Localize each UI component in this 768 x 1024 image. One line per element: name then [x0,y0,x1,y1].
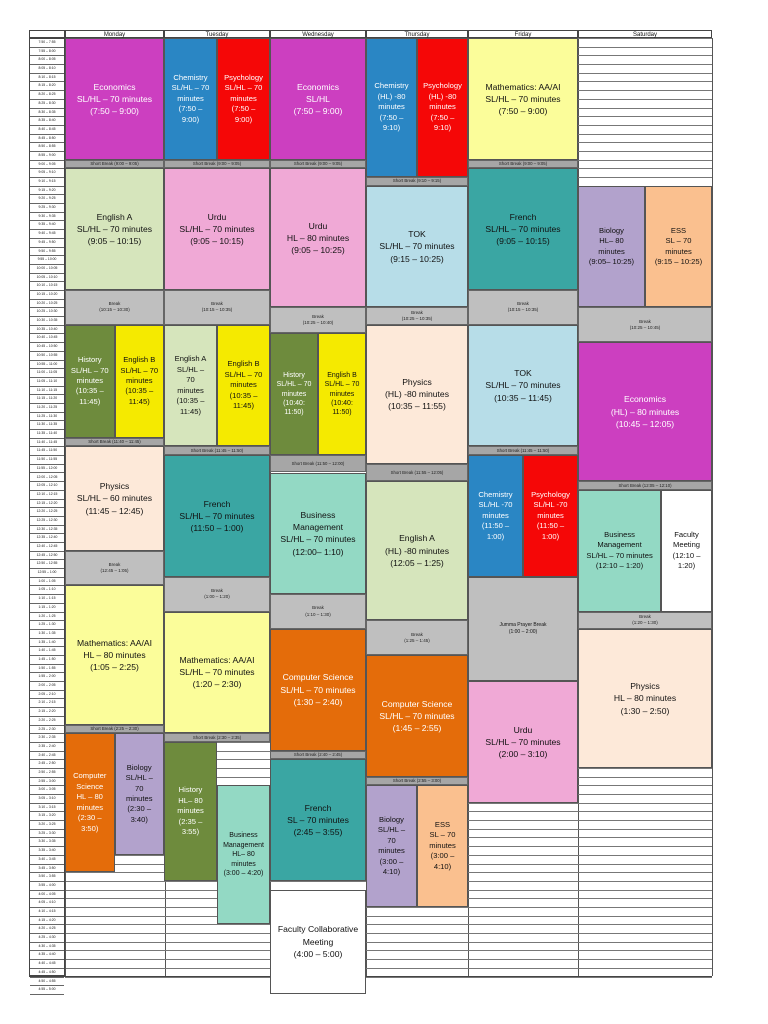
time-slot: 12:10 – 12:15 [30,491,64,500]
time-slot: 12:15 – 12:20 [30,500,64,509]
class-block [468,681,578,803]
break-block [366,620,468,655]
time-slot: 8:05 – 8:10 [30,65,64,74]
class-block [115,325,165,438]
time-slot: 2:55 – 3:00 [30,778,64,787]
event-label: Computer Science HL – 80 minutes (2:30 – 3:50) [73,771,107,833]
event-label: Break (1:00 – 1:20) [204,588,230,600]
class-block [366,325,468,464]
event-label: Break (10:25 – 10:45) [629,318,661,330]
day-header-wednesday: Wednesday [270,30,366,38]
event-label: History SL/HL – 70 minutes (10:40: 11:50) [276,371,312,417]
time-slot: 3:40 – 3:45 [30,856,64,865]
time-slot: 10:00 – 10:05 [30,265,64,274]
time-slot: 3:10 – 3:15 [30,804,64,813]
time-slot: 1:10 – 1:15 [30,595,64,604]
time-slot: 11:30 – 11:35 [30,421,64,430]
short-break-block [164,160,270,169]
time-slot: 2:25 – 2:30 [30,726,64,735]
class-block [217,325,270,447]
event-label: Break (1:25 – 1:45) [404,631,430,643]
event-label: French SL – 70 minutes (2:45 – 3:55) [287,802,349,838]
break-block [65,290,164,325]
corner-cell [29,30,65,38]
time-slot: 1:45 – 1:50 [30,656,64,665]
event-label: Computer Science SL/HL – 70 minutes (1:45 – 2:55) [379,698,455,733]
break-block [65,551,164,586]
time-slot: 4:30 – 4:35 [30,943,64,952]
time-slot: 1:15 – 1:20 [30,604,64,613]
class-block [523,455,578,577]
class-block [270,473,366,595]
time-slot: 9:55 – 10:00 [30,256,64,265]
class-block [366,186,468,308]
event-label: Short Break (9:00 – 9:05) [90,161,139,167]
event-label: Break (10:15 – 10:35) [201,301,233,313]
time-slot: 12:30 – 12:35 [30,526,64,535]
class-block [578,629,712,768]
event-label: Chemistry SL/HL -70 minutes (11:50 – 1:00) [478,489,513,541]
class-block [164,168,270,290]
time-slot: 8:10 – 8:15 [30,74,64,83]
short-break-block [270,160,366,169]
time-slot: 10:45 – 10:50 [30,343,64,352]
event-label: Biology SL/HL – 70 minutes (3:00 – 4:10) [377,814,406,877]
event-label: Short Break (9:10 – 9:15) [392,178,442,184]
break-block [468,290,578,325]
time-slot: 2:30 – 2:35 [30,734,64,743]
short-break-block [65,438,164,447]
class-block [468,325,578,447]
break-block [578,307,712,342]
time-slot: 11:40 – 11:45 [30,439,64,448]
time-slot: 7:55 – 8:00 [30,48,64,57]
short-break-block [366,177,468,186]
event-label: Physics SL/HL – 60 minutes (11:45 – 12:45) [76,481,153,516]
time-slot: 10:15 – 10:20 [30,291,64,300]
time-slot: 11:15 – 11:20 [30,395,64,404]
class-block [661,490,712,612]
time-slot: 4:15 – 4:20 [30,917,64,926]
class-block [468,577,578,681]
short-break-block [270,455,366,472]
time-slot: 4:45 – 4:50 [30,969,64,978]
time-slot: 1:25 – 1:30 [30,621,64,630]
event-label: Business Management SL/HL – 70 minutes (12:10 – 1:20) [586,529,653,571]
class-block [164,612,270,734]
event-label: History SL/HL – 70 minutes (10:35 – 11:45) [70,355,109,406]
event-label: Urdu SL/HL – 70 minutes (2:00 – 3:10) [485,724,561,759]
time-slot: 9:35 – 9:40 [30,221,64,230]
event-label: Break (10:25 – 10:40) [302,314,334,326]
event-label: Break (10:25 – 10:35) [401,310,433,322]
time-slot: 12:45 – 12:50 [30,552,64,561]
time-slot: 9:20 – 9:25 [30,195,64,204]
class-block [270,38,366,160]
short-break-block [65,725,164,734]
time-slot: 11:25 – 11:30 [30,413,64,422]
event-label: Mathematics: AA/AI SL/HL – 70 minutes (1:20 – 2:30) [179,655,255,690]
time-slot: 1:40 – 1:45 [30,647,64,656]
day-header-friday: Friday [468,30,578,38]
event-label: English A SL/HL – 70 minutes (10:35 – 11:45) [174,354,207,416]
time-slot: 12:00 – 12:05 [30,474,64,483]
class-block [645,186,712,308]
class-block [217,38,270,160]
time-slot: 12:20 – 12:25 [30,508,64,517]
time-slot: 1:30 – 1:35 [30,630,64,639]
class-block [65,38,164,160]
break-block [366,307,468,324]
time-slot: 3:25 – 3:30 [30,830,64,839]
time-slot: 3:15 – 3:20 [30,812,64,821]
short-break-block [366,777,468,786]
class-block [468,38,578,160]
time-slot: 8:45 – 8:50 [30,135,64,144]
class-block [65,325,115,438]
event-label: Break (10:15 – 10:35) [507,301,539,313]
class-block [115,733,165,855]
short-break-block [578,481,712,490]
event-label: Biology SL/HL – 70 minutes (2:30 – 3:40) [125,762,153,824]
event-label: Physics HL – 80 minutes (1:30 – 2:50) [613,681,677,716]
time-slot: 9:05 – 9:10 [30,169,64,178]
class-block [318,333,366,455]
event-label: Short Break (12:05 – 12:10) [618,482,672,488]
time-slot: 11:10 – 11:15 [30,387,64,396]
short-break-block [65,160,164,169]
time-slot: 1:50 – 1:55 [30,665,64,674]
time-slot: 4:40 – 4:45 [30,960,64,969]
event-label: Short Break (2:25 – 2:30) [90,725,139,731]
time-slot: 9:50 – 9:55 [30,248,64,257]
event-label: Economics SL/HL (7:50 – 9:00) [293,81,343,116]
short-break-block [468,160,578,169]
time-slot: 8:25 – 8:30 [30,100,64,109]
time-slot: 2:50 – 2:55 [30,769,64,778]
event-label: Faculty Meeting (12:10 – 1:20) [672,529,701,571]
time-slot: 3:35 – 3:40 [30,847,64,856]
class-block [270,168,366,307]
time-slot: 10:25 – 10:30 [30,308,64,317]
time-slot: 4:20 – 4:25 [30,925,64,934]
event-label: Short Break (9:00 – 9:05) [498,161,548,167]
time-slot: 4:50 – 4:55 [30,978,64,987]
class-block [468,455,523,577]
class-block [217,785,270,924]
event-label: ESS SL – 70 minutes (3:00 – 4:10) [429,819,456,871]
event-label: Business Management HL– 80 minutes (3:00 – 4:20) [223,832,264,877]
time-slot: 4:05 – 4:10 [30,899,64,908]
time-slot: 10:55 – 11:00 [30,361,64,370]
time-slot: 2:05 – 2:10 [30,691,64,700]
class-block [164,742,217,881]
class-block [270,333,318,455]
short-break-block [164,733,270,742]
short-break-block [468,446,578,455]
time-slot: 4:25 – 4:30 [30,934,64,943]
time-slot: 1:05 – 1:10 [30,586,64,595]
time-column [29,38,65,992]
time-slot: 8:50 – 8:55 [30,143,64,152]
event-label: English B SL/HL – 70 minutes (10:40: 11:50) [324,371,360,417]
class-block [164,325,217,447]
event-label: Economics SL/HL – 70 minutes (7:50 – 9:00) [76,81,153,116]
time-slot: 8:20 – 8:25 [30,91,64,100]
class-block [270,890,366,994]
event-label: English A SL/HL – 70 minutes (9:05 – 10:15) [76,211,153,247]
class-block [164,38,217,160]
time-slot: 11:05 – 11:10 [30,378,64,387]
event-label: TOK SL/HL – 70 minutes (9:15 – 10:25) [379,229,455,264]
event-label: English A (HL) -80 minutes (12:05 – 1:25) [385,533,449,568]
event-label: Short Break (2:30 – 2:35) [192,734,242,740]
event-label: Mathematics: AA/AI HL – 80 minutes (1:05 – 2:25) [77,637,152,673]
class-block [578,186,645,308]
short-break-block [164,446,270,455]
class-block [270,629,366,751]
time-slot: 1:20 – 1:25 [30,613,64,622]
break-block [578,612,712,629]
time-slot: 2:15 – 2:20 [30,708,64,717]
time-slot: 12:35 – 12:40 [30,534,64,543]
break-block [270,307,366,333]
time-slot: 8:35 – 8:40 [30,117,64,126]
time-slot: 11:45 – 11:50 [30,447,64,456]
event-label: ESS SL – 70 minutes (9:15 – 10:25) [654,225,703,267]
class-block [65,446,164,550]
grid-bottom [29,976,712,977]
time-slot: 1:55 – 2:00 [30,673,64,682]
event-label: Psychology (HL) -80 minutes (7:50 – 9:10) [423,81,462,133]
event-label: Urdu HL – 80 minutes (9:05 – 10:25) [286,220,350,255]
time-slot: 4:35 – 4:40 [30,951,64,960]
time-slot: 3:55 – 4:00 [30,882,64,891]
time-slot: 10:10 – 10:15 [30,282,64,291]
time-slot: 12:25 – 12:30 [30,517,64,526]
event-label: Jumma Prayer Break (1:00 – 2:00) [499,621,547,635]
class-block [468,168,578,290]
time-slot: 10:40 – 10:45 [30,334,64,343]
class-block [578,490,661,612]
event-label: Short Break (11:45 – 11:50) [496,447,550,453]
time-slot: 12:55 – 1:00 [30,569,64,578]
time-slot: 11:20 – 11:25 [30,404,64,413]
time-slot: 10:05 – 10:10 [30,274,64,283]
time-slot: 12:40 – 12:45 [30,543,64,552]
event-label: TOK SL/HL – 70 minutes (10:35 – 11:45) [485,368,561,403]
break-block [164,577,270,612]
class-block [366,655,468,777]
time-slot: 12:50 – 12:55 [30,560,64,569]
event-label: Biology HL– 80 minutes (9:05– 10:25) [588,225,635,267]
time-slot: 4:00 – 4:05 [30,891,64,900]
class-block [366,785,417,907]
time-slot: 8:30 – 8:35 [30,109,64,118]
time-slot: 2:10 – 2:15 [30,699,64,708]
time-slot: 3:45 – 3:50 [30,865,64,874]
time-slot: 2:20 – 2:25 [30,717,64,726]
day-header-saturday: Saturday [578,30,712,38]
event-label: Psychology SL/HL -70 minutes (11:50 – 1:00) [531,489,570,541]
time-slot: 8:55 – 9:00 [30,152,64,161]
event-label: Short Break (9:00 – 9:05) [192,161,242,167]
break-block [270,594,366,629]
event-label: Chemistry (HL) -80 minutes (7:50 – 9:10) [374,81,409,133]
event-label: Short Break (2:40 – 2:45) [293,752,343,758]
time-slot: 2:00 – 2:05 [30,682,64,691]
time-slot: 9:45 – 9:50 [30,239,64,248]
class-block [65,733,115,872]
event-label: Break (10:15 – 10:30) [99,301,130,313]
time-slot: 7:50 – 7:55 [30,39,64,48]
event-label: Faculty Collaborative Meeting (4:00 – 5:00) [277,924,359,959]
class-block [578,342,712,481]
time-slot: 11:35 – 11:40 [30,430,64,439]
class-block [417,38,468,177]
time-slot: 3:00 – 3:05 [30,786,64,795]
time-slot: 4:55 – 5:00 [30,986,64,995]
time-slot: 3:20 – 3:25 [30,821,64,830]
event-label: Computer Science SL/HL – 70 minutes (1:30 – 2:40) [280,672,356,707]
time-slot: 11:55 – 12:00 [30,465,64,474]
class-block [65,168,164,290]
event-label: Chemistry SL/HL – 70 minutes (7:50 – 9:00) [171,72,210,124]
time-slot: 3:30 – 3:35 [30,838,64,847]
event-label: Break (12:45 – 1:05) [100,562,129,574]
time-slot: 3:50 – 3:55 [30,873,64,882]
time-slot: 9:40 – 9:45 [30,230,64,239]
time-slot: 11:00 – 11:05 [30,369,64,378]
time-slot: 3:05 – 3:10 [30,795,64,804]
time-slot: 8:15 – 8:20 [30,82,64,91]
time-slot: 9:25 – 9:30 [30,204,64,213]
event-label: Business Management SL/HL – 70 minutes (12:00– 1:10) [280,509,356,557]
time-slot: 10:50 – 10:55 [30,352,64,361]
time-slot: 4:10 – 4:15 [30,908,64,917]
time-slot: 8:00 – 8:05 [30,56,64,65]
class-block [366,481,468,620]
break-block [164,290,270,325]
event-label: Mathematics: AA/AI SL/HL – 70 minutes (7:50 – 9:00) [485,81,561,116]
short-break-block [366,464,468,481]
time-slot: 2:40 – 2:45 [30,752,64,761]
time-slot: 9:00 – 9:05 [30,161,64,170]
class-block [270,759,366,881]
time-slot: 2:35 – 2:40 [30,743,64,752]
event-label: Short Break (11:55 – 12:05) [390,469,444,475]
day-header-tuesday: Tuesday [164,30,270,38]
event-label: History HL– 80 minutes (2:35 – 3:55) [177,785,204,837]
event-label: Physics (HL) -80 minutes (10:35 – 11:55) [385,376,449,412]
event-label: Short Break (11:50 – 12:00) [291,460,345,466]
time-slot: 10:30 – 10:35 [30,317,64,326]
class-block [417,785,468,907]
short-break-block [270,751,366,760]
event-label: French SL/HL – 70 minutes (9:05 – 10:15) [485,211,561,247]
event-label: Short Break (11:45 – 11:50) [190,447,244,453]
time-slot: 9:10 – 9:15 [30,178,64,187]
event-label: English B SL/HL – 70 minutes (10:35 – 11:45) [120,355,159,406]
event-label: Psychology SL/HL – 70 minutes (7:50 – 9:00) [224,72,263,124]
class-block [366,38,417,177]
event-label: Short Break (2:55 – 3:00) [392,778,442,784]
time-slot: 9:30 – 9:35 [30,213,64,222]
class-block [164,455,270,577]
event-label: Short Break (11:40 – 11:45) [88,439,141,445]
event-label: Short Break (9:00 – 9:05) [293,161,343,167]
time-slot: 1:35 – 1:40 [30,639,64,648]
time-slot: 10:35 – 10:40 [30,326,64,335]
day-header-monday: Monday [65,30,164,38]
time-slot: 12:05 – 12:10 [30,482,64,491]
time-slot: 8:40 – 8:45 [30,126,64,135]
event-label: Urdu SL/HL – 70 minutes (9:05 – 10:15) [179,211,255,247]
event-label: English B SL/HL – 70 minutes (10:35 – 11:45) [224,359,263,411]
event-label: Economics (HL) – 80 minutes (10:45 – 12:05) [610,394,680,429]
time-slot: 11:50 – 11:55 [30,456,64,465]
event-label: Break (1:20 – 1:30) [632,614,658,626]
event-label: French SL/HL – 70 minutes (11:50 – 1:00) [179,498,255,534]
time-slot: 1:00 – 1:05 [30,578,64,587]
time-slot: 2:45 – 2:50 [30,760,64,769]
day-header-thursday: Thursday [366,30,468,38]
class-block [65,585,164,724]
time-slot: 9:15 – 9:20 [30,187,64,196]
time-slot: 10:20 – 10:25 [30,300,64,309]
event-label: Break (1:10 – 1:30) [305,605,331,617]
